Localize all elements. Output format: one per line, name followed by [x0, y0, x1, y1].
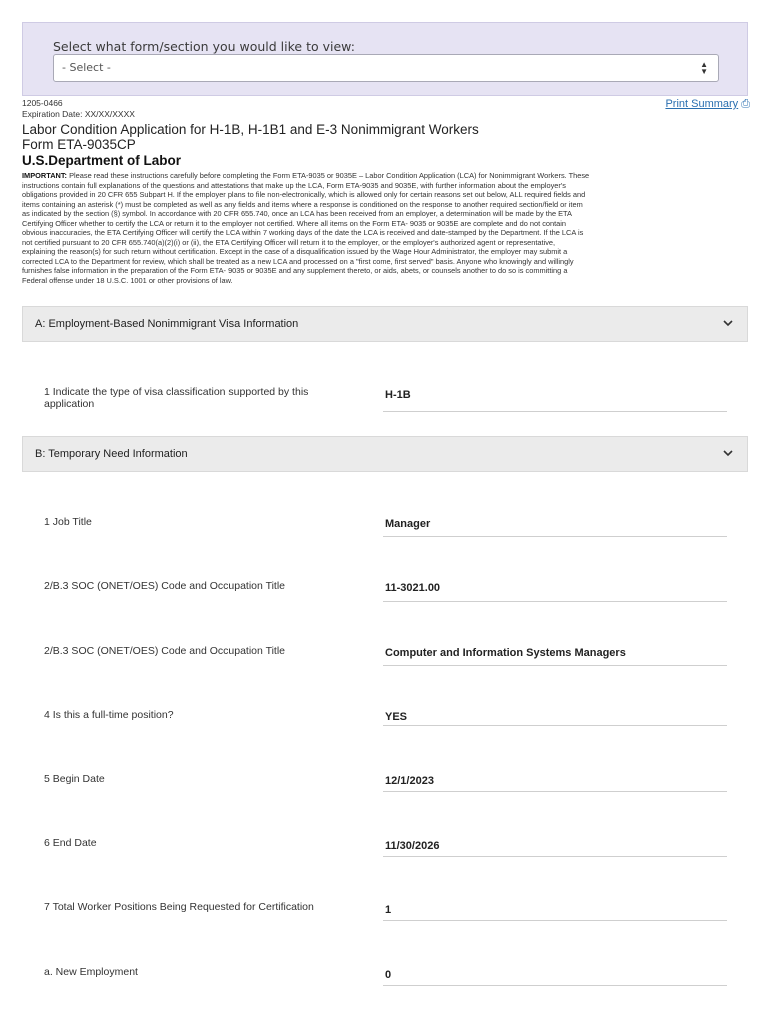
- form-selector-panel: [22, 22, 748, 96]
- print-summary-link[interactable]: [665, 98, 750, 111]
- field-underline: [383, 665, 727, 666]
- field-underline: [383, 791, 727, 792]
- section-a-header[interactable]: [22, 306, 748, 342]
- instructions-line: Certifying Officer whether to certify the LCA or return it to the employer not certified. Where all items on the Form ETA- 9035 or 9035E are complete and do not contain: [22, 218, 567, 228]
- instructions-line: corrected LCA to the Department for review, which shall be treated as a new LCA and processed on a "first come, first served" basis. Anyone who knowingly and willingly: [22, 256, 574, 266]
- total-positions-value: 1: [385, 904, 392, 916]
- soc-title-value: Computer and Information Systems Managers: [385, 647, 626, 659]
- instructions-line: not certified pursuant to 20 CFR 655.740(a)(2)(i) or (ii), the ETA Certifying Officer will return it to the employer, or the employer's authorized agent or representative,: [22, 237, 556, 247]
- instructions-line: Please read these instructions carefully before completing the Form ETA-9035 or 9035E – Labor Condition Application (LCA) for Nonimmigrant Workers. These: [67, 171, 590, 180]
- instructions-line: instructions contain full explanations of the questions and attestations that make up the LCA, Form ETA-9035 and 9035E, with further information about the employer's: [22, 180, 566, 190]
- begin-date-label: 5 Begin Date: [44, 773, 105, 785]
- field-underline: [383, 725, 727, 726]
- section-b-title: B: Temporary Need Information: [35, 448, 188, 460]
- soc-title-label: 2/B.3 SOC (ONET/OES) Code and Occupation Title: [44, 645, 286, 657]
- field-underline: [383, 920, 727, 921]
- section-b-header[interactable]: [22, 436, 748, 472]
- instructions-line: Federal offense under 18 U.S.C. 1001 or other provisions of law.: [22, 276, 233, 286]
- form-section-select-value: - Select -: [62, 61, 111, 74]
- field-underline: [383, 985, 727, 986]
- full-time-label: 4 Is this a full-time position?: [44, 709, 174, 721]
- field-underline: [383, 411, 727, 412]
- section-a-title: A: Employment-Based Nonimmigrant Visa Information: [35, 318, 299, 330]
- soc-code-label: 2/B.3 SOC (ONET/OES) Code and Occupation Title: [44, 580, 286, 592]
- instructions-line: items containing an asterisk (*) must be completed as well as any fields and items where a response is conditioned on the response to another required section/field or item: [22, 199, 583, 209]
- instructions-line: furnishes false information in the preparation of the Form ETA- 9035 or 9035E and any supplement thereto, or aids, abets, or counsels another to do so is committing a: [22, 266, 568, 276]
- print-summary-label: Print Summary: [665, 98, 739, 110]
- omb-number: 1205-0466: [22, 98, 63, 108]
- job-title-label: 1 Job Title: [44, 516, 92, 528]
- new-employment-label: a. New Employment: [44, 966, 138, 978]
- soc-code-value: 11-3021.00: [385, 582, 441, 594]
- field-underline: [383, 601, 727, 602]
- select-updown-icon: ▲ ▼: [700, 60, 708, 76]
- chevron-down-icon[interactable]: [721, 316, 735, 330]
- form-number: Form ETA-9035CP: [22, 137, 136, 152]
- form-selector-label: Select what form/section you would like to view:: [53, 39, 355, 54]
- printer-icon: ⎙: [741, 98, 750, 110]
- end-date-value: 11/30/2026: [385, 840, 440, 852]
- chevron-down-icon[interactable]: [721, 446, 735, 460]
- visa-classification-label: 1 Indicate the type of visa classification supported by this application: [44, 386, 309, 410]
- expiration-date: Expiration Date: XX/XX/XXXX: [22, 109, 135, 119]
- total-positions-label: 7 Total Worker Positions Being Requested for Certification: [44, 901, 314, 913]
- job-title-value: Manager: [385, 518, 431, 530]
- begin-date-value: 12/1/2023: [385, 775, 434, 787]
- important-prefix: IMPORTANT:: [22, 171, 68, 180]
- new-employment-value: 0: [385, 969, 392, 981]
- instructions-line: as indicated by the section (§) symbol. In accordance with 20 CFR 655.740, once an LCA has been received from an employer, a determination will be made by the ETA: [22, 209, 572, 219]
- full-time-value: YES: [385, 711, 408, 723]
- field-underline: [383, 536, 727, 537]
- instructions-line: obvious inaccuracies, the ETA Certifying Officer will certify the LCA within 7 working days of the date the LCA is received and date-stamped by the Department. If the LCA is: [22, 228, 584, 238]
- end-date-label: 6 End Date: [44, 837, 97, 849]
- instructions-line: obligations provided in 20 CFR 655 Subpart H. If the employer plans to file non-electronically, which is allowed only for certain reasons set out below, ALL required fields and: [22, 190, 586, 200]
- field-underline: [383, 856, 727, 857]
- important-instructions: [22, 171, 750, 286]
- agency-name: U.S.Department of Labor: [22, 153, 182, 168]
- form-section-select[interactable]: [53, 54, 719, 82]
- form-title: Labor Condition Application for H-1B, H-1B1 and E-3 Nonimmigrant Workers: [22, 122, 479, 137]
- instructions-line: explaining the reason(s) for such return without certification. Except in the case of a disqualification issued by the Wage Hour Administrator, the employer may submit a: [22, 247, 568, 257]
- visa-classification-value: H-1B: [385, 389, 411, 401]
